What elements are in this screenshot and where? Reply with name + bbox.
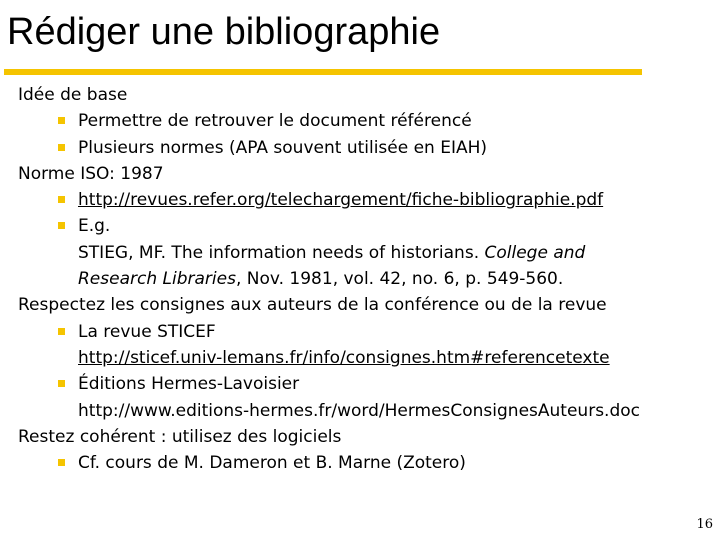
citation-text: , Nov. 1981, vol. 42, no. 6, p. 549-560.	[235, 269, 564, 290]
bullet-text: La revue STICEF	[78, 321, 216, 342]
fiche-bibliographie-link[interactable]: http://revues.refer.org/telechargement/fiche-bibliographie.pdf	[78, 190, 604, 211]
citation-line	[0, 266, 716, 292]
square-bullet-icon	[58, 196, 65, 203]
bullet-text: E.g.	[78, 216, 111, 237]
hermes-url-text: http://www.editions-hermes.fr/word/HermesConsignesAuteurs.doc	[78, 400, 640, 421]
bullet-text: Plusieurs normes (APA souvent utilisée en EIAH)	[78, 137, 488, 158]
bullet-item	[0, 450, 716, 476]
title-underline	[4, 69, 642, 75]
square-bullet-icon	[58, 117, 65, 124]
slide-content	[0, 82, 716, 476]
section-heading: Restez cohérent : utilisez des logiciels	[18, 426, 342, 447]
sticef-link[interactable]: http://sticef.univ-lemans.fr/info/consignes.htm#referencetexte	[78, 347, 610, 368]
bullet-item	[0, 371, 716, 397]
section-heading: Norme ISO: 1987	[18, 163, 164, 184]
citation-journal: Research Libraries	[78, 269, 236, 290]
citation-text: STIEG, MF. The information needs of historians.	[78, 242, 485, 263]
bullet-text: Permettre de retrouver le document référencé	[78, 111, 472, 132]
page-number: 16	[696, 517, 713, 532]
bullet-item	[0, 135, 716, 161]
bullet-item	[0, 187, 716, 213]
section-heading: Respectez les consignes aux auteurs de la conférence ou de la revue	[18, 295, 607, 316]
bullet-item	[0, 319, 716, 345]
url-line	[0, 398, 716, 424]
square-bullet-icon	[58, 144, 65, 151]
slide-title: Rédiger une bibliographie	[7, 11, 441, 53]
square-bullet-icon	[58, 222, 65, 229]
bullet-item	[0, 213, 716, 239]
section-heading: Idée de base	[18, 85, 128, 105]
square-bullet-icon	[58, 459, 65, 466]
citation-line	[0, 240, 716, 266]
bullet-item	[0, 108, 716, 134]
bullet-text: Éditions Hermes-Lavoisier	[78, 374, 300, 395]
bullet-text: Cf. cours de M. Dameron et B. Marne (Zotero)	[78, 453, 466, 474]
square-bullet-icon	[58, 380, 65, 387]
citation-journal: College and	[484, 242, 586, 263]
url-line	[0, 345, 716, 371]
square-bullet-icon	[58, 328, 65, 335]
